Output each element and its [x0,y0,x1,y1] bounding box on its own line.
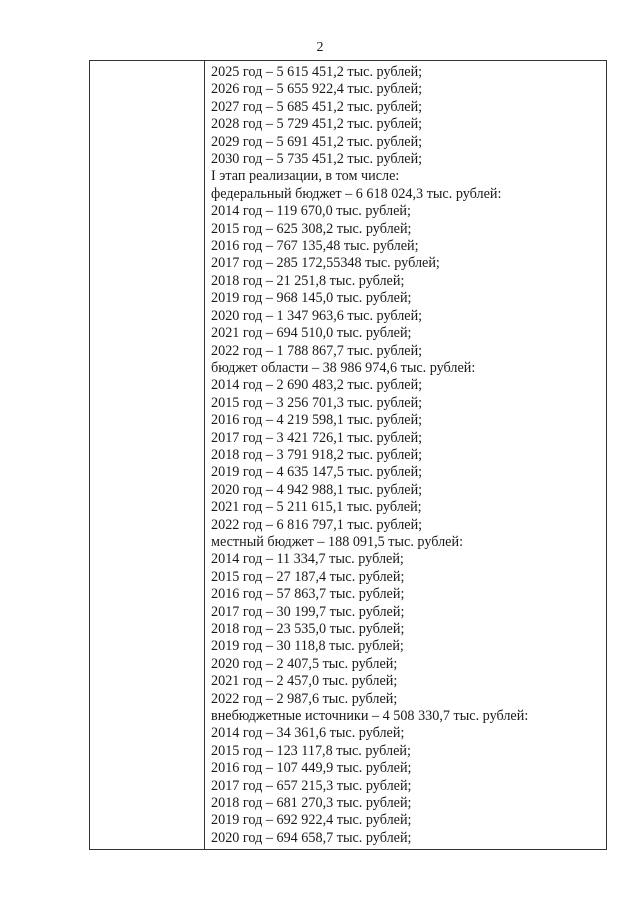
table-right-cell [205,61,606,849]
text-line: 2019 год – 692 922,4 тыс. рублей; [211,812,412,829]
budget-heading-extrabudgetary: внебюджетные источники – 4 508 330,7 тыс. рублей: [211,708,529,725]
text-line: 2014 год – 34 361,6 тыс. рублей; [211,725,405,742]
text-line: 2021 год – 5 211 615,1 тыс. рублей; [211,499,422,516]
text-line: 2020 год – 4 942 988,1 тыс. рублей; [211,481,423,498]
text-line: 2018 год – 3 791 918,2 тыс. рублей; [211,446,423,463]
text-line: 2028 год – 5 729 451,2 тыс. рублей; [211,116,423,133]
text-line: 2016 год – 4 219 598,1 тыс. рублей; [211,412,423,429]
text-line: 2030 год – 5 735 451,2 тыс. рублей; [211,151,423,168]
budget-heading-federal: федеральный бюджет – 6 618 024,3 тыс. рублей: [211,185,502,202]
text-line: 2021 год – 2 457,0 тыс. рублей; [211,673,398,690]
text-line: 2022 год – 6 816 797,1 тыс. рублей; [211,516,423,533]
text-line: 2020 год – 694 658,7 тыс. рублей; [211,829,412,846]
text-line: 2016 год – 767 135,48 тыс. рублей; [211,238,419,255]
text-line: 2020 год – 1 347 963,6 тыс. рублей; [211,307,423,324]
text-line: 2017 год – 657 215,3 тыс. рублей; [211,777,412,794]
text-line: 2018 год – 681 270,3 тыс. рублей; [211,795,412,812]
text-line: 2014 год – 119 670,0 тыс. рублей; [211,203,411,220]
text-line: 2017 год – 285 172,55348 тыс. рублей; [211,255,440,272]
text-line: 2020 год – 2 407,5 тыс. рублей; [211,655,398,672]
text-line: 2015 год – 625 308,2 тыс. рублей; [211,220,412,237]
text-line: 2014 год – 11 334,7 тыс. рублей; [211,551,404,568]
text-line: 2029 год – 5 691 451,2 тыс. рублей; [211,133,423,150]
text-line: 2026 год – 5 655 922,4 тыс. рублей; [211,81,423,98]
section-heading: I этап реализации, в том числе: [211,168,400,185]
text-line: 2019 год – 30 118,8 тыс. рублей; [211,638,404,655]
budget-heading-regional: бюджет области – 38 986 974,6 тыс. рублей: [211,359,476,376]
text-line: 2022 год – 1 788 867,7 тыс. рублей; [211,342,423,359]
funding-table [89,60,607,850]
text-line: 2021 год – 694 510,0 тыс. рублей; [211,325,412,342]
text-line: 2022 год – 2 987,6 тыс. рублей; [211,690,398,707]
text-line: 2025 год – 5 615 451,2 тыс. рублей; [211,64,423,80]
text-line: 2019 год – 4 635 147,5 тыс. рублей; [211,464,423,481]
page-number: 2 [316,40,324,55]
budget-heading-local: местный бюджет – 188 091,5 тыс. рублей: [211,533,464,550]
text-line: 2015 год – 123 117,8 тыс. рублей; [211,742,411,759]
text-line: 2016 год – 107 449,9 тыс. рублей; [211,760,412,777]
text-line: 2016 год – 57 863,7 тыс. рублей; [211,586,405,603]
text-line: 2018 год – 21 251,8 тыс. рублей; [211,272,405,289]
table-left-cell [90,61,205,849]
text-line: 2017 год – 30 199,7 тыс. рублей; [211,603,405,620]
text-line: 2018 год – 23 535,0 тыс. рублей; [211,621,405,637]
text-line: 2014 год – 2 690 483,2 тыс. рублей; [211,377,423,394]
text-line: 2019 год – 968 145,0 тыс. рублей; [211,290,412,307]
text-line: 2017 год – 3 421 726,1 тыс. рублей; [211,429,423,446]
text-line: 2027 год – 5 685 451,2 тыс. рублей; [211,98,423,115]
text-line: 2015 год – 27 187,4 тыс. рублей; [211,568,405,585]
text-line: 2015 год – 3 256 701,3 тыс. рублей; [211,394,423,411]
